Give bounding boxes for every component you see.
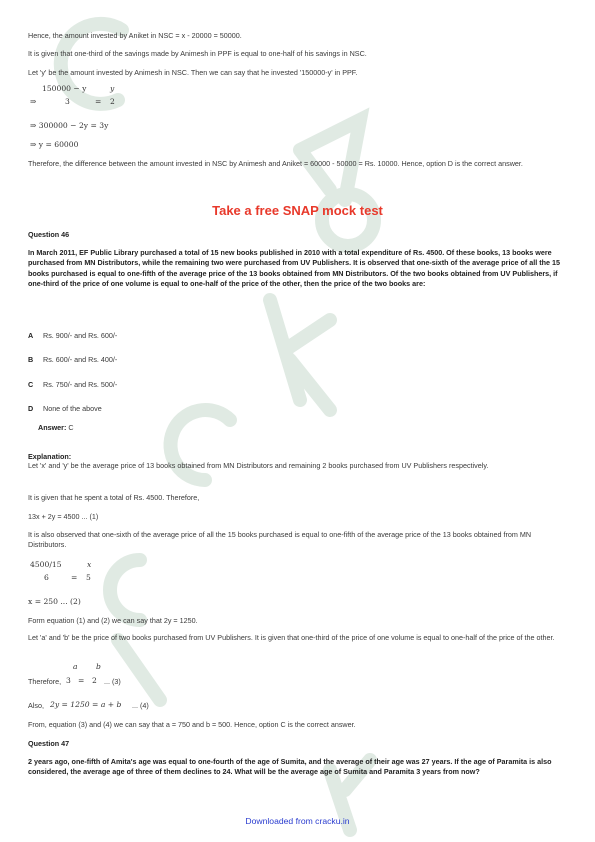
- conclusion-paragraph: Therefore, the difference between the amount invested in NSC by Animesh and Aniket = 60000 - 50000 = Rs. 10000. Hence, option D is the correct answer.: [28, 159, 523, 168]
- option-b: [28, 355, 117, 365]
- equation-step: ⇒ 300000 − 2y = 3y: [30, 121, 109, 130]
- option-c: [28, 380, 117, 390]
- option-label: D: [28, 404, 34, 413]
- explanation-paragraph: From, equation (3) and (4) we can say that a = 750 and b = 500. Hence, option C is the correct answer.: [28, 720, 356, 729]
- text-label: Also,: [28, 701, 44, 710]
- fraction-numerator: 150000 − y: [42, 84, 87, 93]
- equation-number: ... (4): [132, 701, 149, 710]
- equation-number: ... (3): [104, 677, 121, 686]
- text-line: Let 'y' be the amount invested by Animesh in NSC. Then we can say that he invested '150000-y' in PPF.: [28, 68, 358, 77]
- fraction-denominator: 3: [65, 97, 70, 106]
- option-text: Rs. 750/- and Rs. 500/-: [43, 380, 118, 389]
- text-line: Hence, the amount invested by Aniket in NSC = x - 20000 = 50000.: [28, 31, 242, 40]
- fraction-numerator: y: [110, 84, 115, 93]
- fraction-denominator: 6: [44, 573, 49, 582]
- fraction-denominator: 2: [92, 676, 97, 685]
- option-text: Rs. 600/- and Rs. 400/-: [43, 355, 118, 364]
- question-47-text: 2 years ago, one-fifth of Amita's age was equal to one-fourth of the age of Sumita, and the average of their age was 27 years. If the age of Paramita is also considered, the average age of three of them declines to 24. What will be the average age of Sumita and Paramita 3 years from now?: [28, 757, 552, 777]
- fraction-denominator: 2: [110, 97, 115, 106]
- explanation-heading: Explanation:: [28, 452, 72, 461]
- explanation-paragraph: Let 'a' and 'b' be the price of two books purchased from UV Publishers. It is given that one-third of the price of one volume is equal to one-half of the price of the other.: [28, 633, 555, 642]
- fraction-numerator: a: [73, 662, 78, 671]
- text-label: Therefore,: [28, 677, 62, 686]
- download-source-link[interactable]: Downloaded from cracku.in: [245, 816, 350, 826]
- equals-sign: =: [71, 573, 78, 582]
- answer-label: Answer:: [38, 423, 67, 432]
- equation-step: ⇒ y = 60000: [30, 140, 79, 149]
- equals-sign: =: [95, 97, 102, 106]
- equation-2: x = 250 ... (2): [28, 597, 81, 606]
- fraction-numerator: 4500/15: [30, 560, 62, 569]
- option-label: C: [28, 380, 34, 389]
- equation-4: 2y = 1250 = a + b: [50, 700, 122, 709]
- fraction-denominator: 3: [66, 676, 71, 685]
- option-text: None of the above: [43, 404, 102, 413]
- explanation-paragraph: Let 'x' and 'y' be the average price of 13 books obtained from MN Distributors and remaining 2 books purchased from UV Publishers respectively.: [28, 461, 489, 470]
- option-text: Rs. 900/- and Rs. 600/-: [43, 331, 118, 340]
- option-d: [28, 404, 102, 414]
- explanation-paragraph: It is also observed that one-sixth of the average price of all the 15 books purchased is equal to one-fifth of the average price of the 13 books obtained from MN Distributors.: [28, 530, 532, 549]
- explanation-paragraph: It is given that he spent a total of Rs. 4500. Therefore,: [28, 493, 200, 502]
- text-line: It is given that one-third of the savings made by Animesh in PPF is equal to one-half of his savings in NSC.: [28, 49, 367, 58]
- option-a: [28, 331, 117, 341]
- question-47-heading: Question 47: [28, 739, 70, 748]
- explanation-paragraph: Form equation (1) and (2) we can say that 2y = 1250.: [28, 616, 198, 625]
- answer-line: [38, 423, 74, 433]
- option-label: B: [28, 355, 34, 364]
- fraction-denominator: 5: [86, 573, 91, 582]
- question-46-heading: Question 46: [28, 230, 70, 239]
- option-label: A: [28, 331, 34, 340]
- mock-test-link[interactable]: Take a free SNAP mock test: [212, 203, 383, 218]
- answer-value: C: [68, 423, 74, 432]
- fraction-numerator: b: [96, 662, 101, 671]
- fraction-numerator: x: [87, 560, 92, 569]
- question-46-text: In March 2011, EF Public Library purchased a total of 15 new books published in 2010 with a total expenditure of Rs. 4500. Of these books, 13 books were purchased from MN Distributors, while the remaining two were purchased from UV Publishers. It is observed that one-sixth of the average price of all the 15 books purchased is equal to one-fifth of the average price of the 13 books obtained from MN Distributors. Of the two books obtained from UV Publishers, if one-third of the price of one volume is equal to one-half of the price of the other, then the price of the two books are:: [28, 248, 560, 288]
- equation-1: 13x + 2y = 4500 ... (1): [28, 512, 99, 521]
- implies-arrow: ⇒: [30, 97, 37, 106]
- equals-sign: =: [78, 676, 85, 685]
